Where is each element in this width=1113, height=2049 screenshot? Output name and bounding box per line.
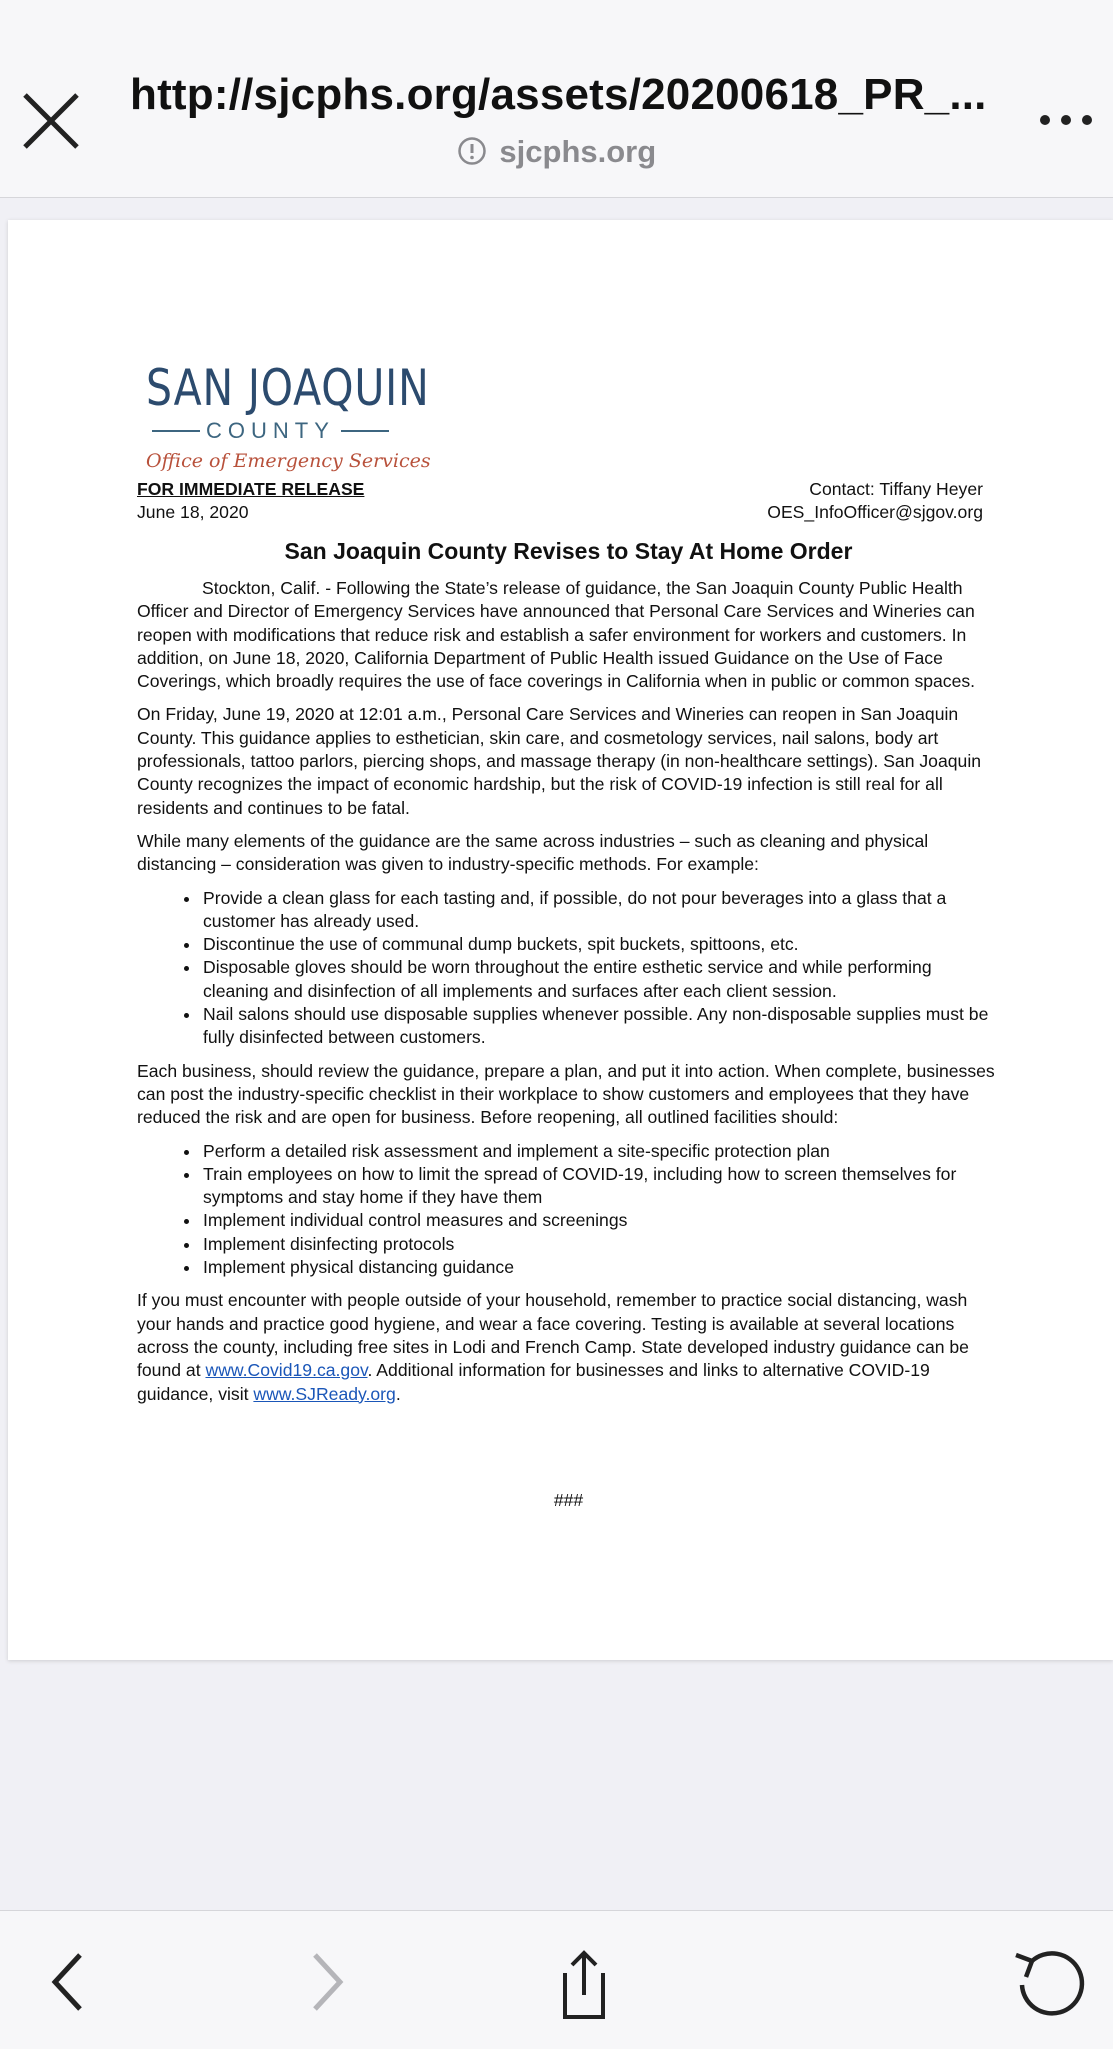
more-icon	[1031, 100, 1101, 140]
list-item: • Train employees on how to limit the spread of COVID-19, including how to screen themselves for symptoms and stay home if they have them	[201, 1163, 995, 1210]
back-icon	[35, 1947, 105, 2017]
back-button[interactable]	[35, 1947, 105, 2017]
list-item: • Implement disinfecting protocols	[201, 1233, 995, 1256]
paragraph-4: Each business, should review the guidance, prepare a plan, and put it into action. When complete, businesses can post the industry-specific checklist in their workplace to show customers and employees that they have reduced the risk and are open for business. Before reopening, all outlined facilities should:	[137, 1060, 995, 1128]
list-item: • Implement physical distancing guidance	[201, 1256, 995, 1279]
list-item: • Provide a clean glass for each tasting and, if possible, do not pour beverages into a glass that a customer has already used.	[201, 887, 995, 934]
share-icon	[545, 1947, 615, 2023]
covid19-link[interactable]: www.Covid19.ca.gov	[205, 1360, 368, 1381]
bullet-list-2	[137, 1140, 995, 1280]
list-item: • Implement individual control measures and screenings	[201, 1209, 995, 1232]
domain-label: sjcphs.org	[499, 134, 657, 169]
contact-name: Contact: Tiffany Heyer	[809, 479, 983, 499]
list-item: • Discontinue the use of communal dump buckets, spit buckets, spittoons, etc.	[201, 933, 995, 956]
bottom-toolbar	[0, 1910, 1113, 2049]
share-button[interactable]	[545, 1947, 615, 2017]
bullet-list-1	[137, 887, 995, 1050]
logo-line2: COUNTY	[146, 418, 406, 444]
release-label: FOR IMMEDIATE RELEASE	[137, 479, 365, 499]
domain-row	[0, 134, 1113, 170]
county-logo	[146, 359, 431, 472]
press-release-body	[137, 577, 995, 1416]
reload-button[interactable]	[1012, 1947, 1082, 2017]
browser-header	[0, 0, 1113, 198]
forward-icon	[290, 1947, 360, 2017]
paragraph-1: Stockton, Calif. - Following the State’s release of guidance, the San Joaquin County Public Health Officer and Director of Emergency Services have announced that Personal Care Services and Wineries can reopen with modifications that reduce risk and establish a safer environment for workers and customers. In addition, on June 18, 2020, California Department of Public Health issued Guidance on the Use of Face Coverings, which broadly requires the use of face coverings in California when in public or common spaces.	[137, 578, 976, 692]
url-text[interactable]: http://sjcphs.org/assets/20200618_PR_...	[130, 70, 987, 119]
list-item: • Disposable gloves should be worn throughout the entire esthetic service and while performing cleaning and disinfection of all implements and surfaces after each client session.	[201, 956, 995, 1003]
reload-icon	[1012, 1947, 1088, 2023]
paragraph-2: On Friday, June 19, 2020 at 12:01 a.m., Personal Care Services and Wineries can reopen in San Joaquin County. This guidance applies to esthetician, skin care, and cosmetology services, nail salons, body art professionals, tattoo parlors, piercing shops, and massage therapy (in non-healthcare settings). San Joaquin County recognizes the impact of economic hardship, but the risk of COVID-19 infection is still real for all residents and continues to be fatal.	[137, 704, 982, 818]
paragraph-3: While many elements of the guidance are the same across industries – such as cleaning and physical distancing – consideration was given to industry-specific methods. For example:	[137, 830, 929, 875]
contact-info	[767, 478, 983, 525]
logo-line3: Office of Emergency Services	[146, 450, 431, 472]
document-page	[8, 220, 1113, 1660]
info-icon	[457, 136, 487, 166]
logo-line1: SAN JOAQUIN	[146, 359, 430, 417]
forward-button[interactable]	[290, 1947, 360, 2017]
release-date: June 18, 2020	[137, 502, 249, 523]
more-button[interactable]	[1031, 100, 1101, 140]
press-release-title: San Joaquin County Revises to Stay At Home Order	[284, 538, 853, 564]
end-mark: ###	[553, 1490, 584, 1510]
list-item: • Perform a detailed risk assessment and implement a site-specific protection plan	[201, 1140, 995, 1163]
paragraph-5: If you must encounter with people outside of your household, remember to practice social distancing, wash your hands and practice good hygiene, and wear a face covering. Testing is available at several locations across the county, including free sites in Lodi and French Camp. State developed industry guidance can be found at www.Covid19.ca.gov. Additional information for businesses and links to alternative COVID-19 guidance, visit www.SJReady.org.	[137, 1290, 969, 1404]
contact-email: OES_InfoOfficer@sjgov.org	[767, 502, 983, 523]
sjready-link[interactable]: www.SJReady.org	[253, 1383, 396, 1404]
list-item: • Nail salons should use disposable supplies whenever possible. Any non-disposable supplies must be fully disinfected between customers.	[201, 1003, 995, 1050]
